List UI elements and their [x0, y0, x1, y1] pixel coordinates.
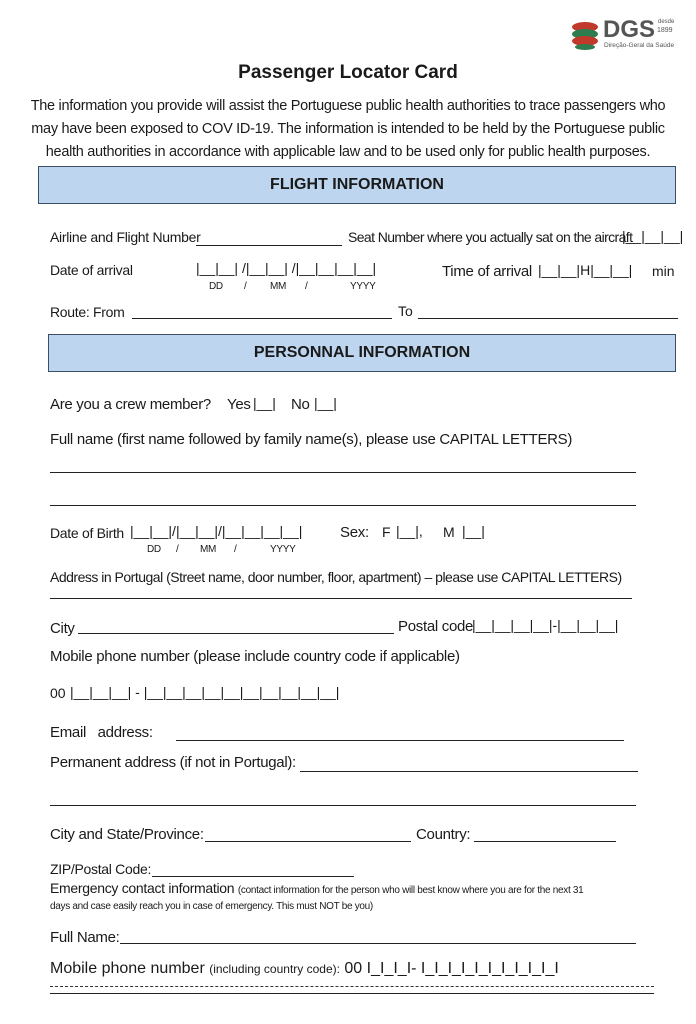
flight-information-title: FLIGHT INFORMATION	[270, 176, 444, 193]
crew-no-label: No	[291, 396, 310, 413]
sex-m-label: M	[443, 524, 455, 540]
crew-question: Are you a crew member?	[50, 396, 211, 413]
emergency-note-1: (contact information for the person who will best know where you are for the next 31	[237, 885, 584, 896]
emergency-full: Full	[50, 929, 73, 946]
postal-boxes[interactable]: |__|__|__|__|-|__|__|__|	[472, 617, 619, 633]
city-label: City	[50, 620, 75, 637]
emergency-mobile-boxes[interactable]: I_I_I_I- I_I_I_I_I_I_I_I_I_I_I	[366, 960, 559, 977]
emergency-mobile-prefix: 00	[344, 960, 363, 977]
mobile-label: Mobile phone number (please include country code if applicable)	[50, 648, 460, 665]
logo-since: desde	[658, 19, 675, 25]
emergency-title	[50, 880, 583, 896]
address-input[interactable]	[50, 598, 632, 599]
route-from-input[interactable]	[132, 318, 392, 319]
crew-yes-box[interactable]: |__|	[253, 395, 276, 411]
emergency-note-2: days and case easily reach you in case of emergency. This must NOT be you)	[50, 901, 373, 912]
arrival-time-boxes[interactable]: |__|__|H|__|__|	[538, 262, 633, 278]
dob-dd: DD	[147, 544, 161, 555]
perm-address-label: Permanent address (if not in Portugal):	[50, 754, 296, 771]
arrival-time-label: Time of arrival	[442, 263, 532, 280]
emergency-name-input[interactable]	[120, 943, 636, 944]
country-label: Country:	[416, 826, 471, 843]
mobile-boxes[interactable]: |__|__|__| - |__|__|__|__|__|__|__|__|__|__|	[70, 684, 340, 700]
emergency-title-text: Emergency contact information	[50, 880, 235, 896]
intro-line-1: The information you provide will assist the Portuguese public health authorities to trace passengers who	[30, 98, 666, 114]
dob-boxes[interactable]: |__|__|/|__|__|/|__|__|__|__|	[130, 523, 303, 539]
dgs-logo	[570, 16, 682, 52]
sex-label: Sex:	[340, 524, 369, 541]
airline-label: Airline and Flight Number	[50, 229, 201, 245]
intro-line-3: health authorities in accordance with applicable law and to be used only for public health purposes.	[45, 144, 651, 160]
route-to-label: To	[398, 303, 413, 319]
arrival-sep-1: /	[244, 281, 247, 292]
logo-year: 1899	[657, 27, 673, 34]
arrival-sep-2: /	[305, 281, 308, 292]
mobile-prefix: 00	[50, 685, 66, 701]
emergency-full-label	[50, 929, 120, 946]
sex-f-box[interactable]: |__|,	[396, 523, 423, 539]
dob-yyyy: YYYY	[270, 544, 296, 555]
email-input[interactable]	[176, 740, 624, 741]
route-to-input[interactable]	[418, 318, 678, 319]
dob-mm: MM	[200, 544, 217, 555]
fullname-input-line-1[interactable]	[50, 472, 636, 473]
airline-input[interactable]	[196, 245, 342, 246]
fullname-label: Full name (first name followed by family name(s), please use CAPITAL LETTERS)	[50, 431, 573, 448]
intro-line-2: may have been exposed to COV ID-19. The information is intended to be held by the Portuguese public	[31, 121, 665, 137]
emergency-mobile-label: Mobile phone number	[50, 960, 205, 977]
zip-label: ZIP/Postal Code:	[50, 861, 152, 877]
logo-org: Direção-Geral da Saúde	[604, 42, 675, 49]
seat-label: Seat Number where you actually sat on the aircraft	[348, 229, 633, 245]
time-h: H	[580, 262, 591, 278]
arrival-dd: DD	[209, 281, 223, 292]
emergency-name: Name:	[76, 929, 120, 946]
arrival-date-boxes[interactable]: |__|__| /|__|__| /|__|__|__|__|	[196, 260, 377, 276]
time-min: min	[652, 263, 675, 279]
personal-information-header	[48, 334, 676, 372]
arrival-yyyy: YYYY	[350, 281, 376, 292]
emergency-mobile-dashes	[50, 986, 654, 987]
sex-m-box[interactable]: |__|	[462, 523, 485, 539]
email-label: Email address:	[50, 724, 153, 741]
personal-information-title: PERSONNAL INFORMATION	[253, 344, 471, 361]
city-input[interactable]	[78, 633, 394, 634]
flight-information-header	[38, 166, 676, 204]
emergency-mobile-note: (including country code):	[209, 962, 340, 976]
dob-sep-1: /	[176, 544, 179, 555]
postal-label: Postal code	[398, 618, 474, 635]
bottom-rule	[50, 993, 654, 994]
city-state-input[interactable]	[205, 841, 411, 842]
dob-sep-2: /	[234, 544, 237, 555]
country-input[interactable]	[474, 841, 616, 842]
dob-label: Date of Birth	[50, 525, 124, 541]
arrival-date-label: Date of arrival	[50, 262, 133, 278]
fullname-input-line-2[interactable]	[50, 505, 636, 506]
arrival-mm: MM	[270, 281, 287, 292]
address-label: Address in Portugal (Street name, door number, floor, apartment) – please use CAPITAL LETTERS)	[50, 569, 622, 585]
perm-address-input-2[interactable]	[50, 805, 636, 806]
page-title: Passenger Locator Card	[238, 62, 458, 83]
sex-f-label: F	[382, 524, 391, 540]
zip-input[interactable]	[152, 876, 354, 877]
dgs-emblem-icon	[570, 18, 600, 50]
crew-no-box[interactable]: |__|	[314, 395, 337, 411]
city-state-label: City and State/Province:	[50, 826, 204, 843]
emergency-mobile-row	[50, 960, 559, 978]
crew-yes-label: Yes	[227, 396, 251, 413]
logo-name: DGS	[603, 16, 656, 43]
route-from-label: Route: From	[50, 304, 125, 320]
seat-boxes[interactable]: |__|__|__|	[622, 228, 684, 244]
perm-address-input-1[interactable]	[300, 771, 638, 772]
